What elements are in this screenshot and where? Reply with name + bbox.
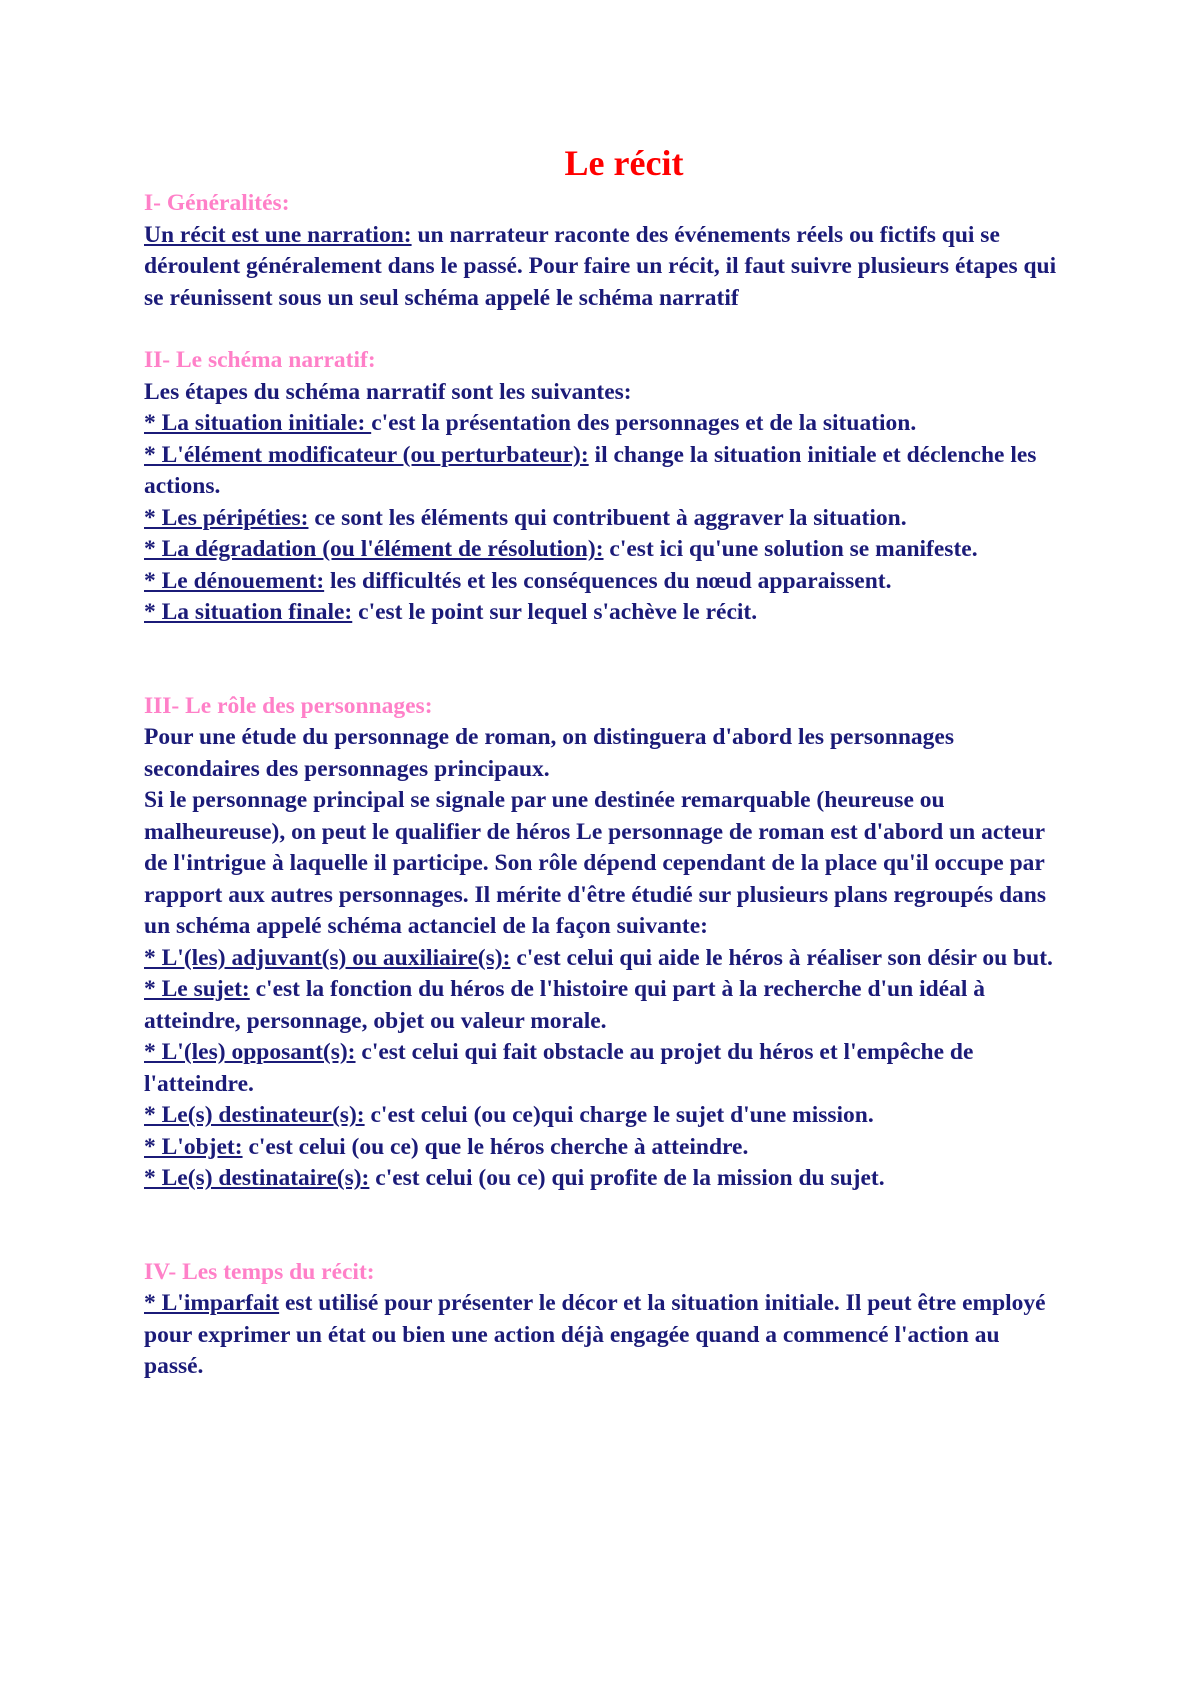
term-text: les difficultés et les conséquences du nœud apparaissent. [324,567,892,594]
list-item [144,943,1064,975]
list-item [144,974,1064,1037]
term-text: c'est celui (ou ce)qui charge le sujet d'une mission. [364,1102,874,1128]
list-item [144,1100,1064,1132]
list-item [144,534,1064,566]
list-item [144,1037,1064,1100]
term-text: c'est ici qu'une solution se manifeste. [603,536,978,562]
list-item [144,1132,1064,1164]
term-label: * La situation initiale: [144,410,372,436]
term-label: * Les péripéties: [144,504,309,531]
list-item [144,597,1064,629]
term-text: est utilisé pour présenter le décor et la situation initiale. Il peut être employé pour exprimer un état ou bien une action déjà engagée quand a commencé l'action au passé. [144,1290,1046,1379]
list-item [144,1163,1064,1195]
term-label: Un récit est une narration: [144,221,412,248]
section-heading: IV- Les temps du récit: [144,1258,375,1285]
section-heading: III- Le rôle des personnages: [144,692,433,719]
section-heading: I- Généralités: [144,190,290,216]
list-item [144,1288,1064,1383]
term-text: c'est celui qui aide le héros à réaliser son désir ou but. [510,944,1053,971]
term-text: un narrateur raconte des événements réels ou fictifs qui se déroulent généralement dans le passé. Pour faire un récit, il faut suivre plusieurs étapes qui se réunissent sous un seul schéma appelé le schéma narratif [144,221,1057,311]
list-item [144,440,1064,503]
term-label: * Le sujet: [144,976,250,1002]
paragraph: Si le personnage principal se signale par une destinée remarquable (heureuse ou malheureuse), on peut le qualifier de héros Le personnage de roman est d'abord un acteur de l'intrigue à laquelle il participe. Son rôle dépend cependant de la place qu'il occupe par rapport aux autres personnages. Il mérite d'être étudié sur plusieurs plans regroupés dans un schéma appelé schéma actanciel de la façon suivante: [144,787,1046,939]
section-intro: Les étapes du schéma narratif sont les suivantes: [144,378,632,405]
term-label: * L'objet: [144,1133,243,1160]
section-temps-recit [144,1257,1064,1383]
term-text: il change la situation initiale et déclenche les actions. [144,441,1037,499]
section-heading: II- Le schéma narratif: [144,347,376,373]
paragraph [144,220,1064,315]
term-label: * La situation finale: [144,599,353,625]
term-label: * La dégradation (ou l'élément de résolution): [144,536,604,562]
term-label: * Le(s) destinataire(s): [144,1165,370,1191]
term-text: ce sont les éléments qui contribuent à aggraver la situation. [308,504,907,531]
section-role-personnages [144,691,1064,1195]
term-text: c'est le point sur lequel s'achève le récit. [352,599,758,625]
term-text: c'est celui (ou ce) qui profite de la mission du sujet. [369,1165,885,1191]
list-item [144,503,1064,535]
term-label: * L'(les) opposant(s): [144,1039,356,1065]
document-body [144,140,1064,1383]
paragraph: Pour une étude du personnage de roman, on distinguera d'abord les personnages secondaires des personnages principaux. [144,724,954,782]
term-text: c'est celui (ou ce) que le héros cherche à atteindre. [242,1133,749,1160]
term-text: c'est celui qui fait obstacle au projet du héros et l'empêche de l'atteindre. [144,1039,974,1097]
term-text: c'est la présentation des personnages et de la situation. [371,410,917,436]
list-item [144,566,1064,598]
term-label: * L'(les) adjuvant(s) ou auxiliaire(s): [144,944,511,971]
list-item [144,408,1064,440]
section-schema-narratif [144,345,1064,629]
term-label: * L'élément modificateur (ou perturbateur): [144,441,589,468]
term-label: * L'imparfait [144,1290,280,1316]
term-text: c'est la fonction du héros de l'histoire qui part à la recherche d'un idéal à atteindre, personnage, objet ou valeur morale. [144,976,986,1034]
term-label: * Le(s) destinateur(s): [144,1102,365,1128]
section-generalites [144,188,1064,314]
term-label: * Le dénouement: [144,567,325,594]
page-title: Le récit [564,143,684,183]
